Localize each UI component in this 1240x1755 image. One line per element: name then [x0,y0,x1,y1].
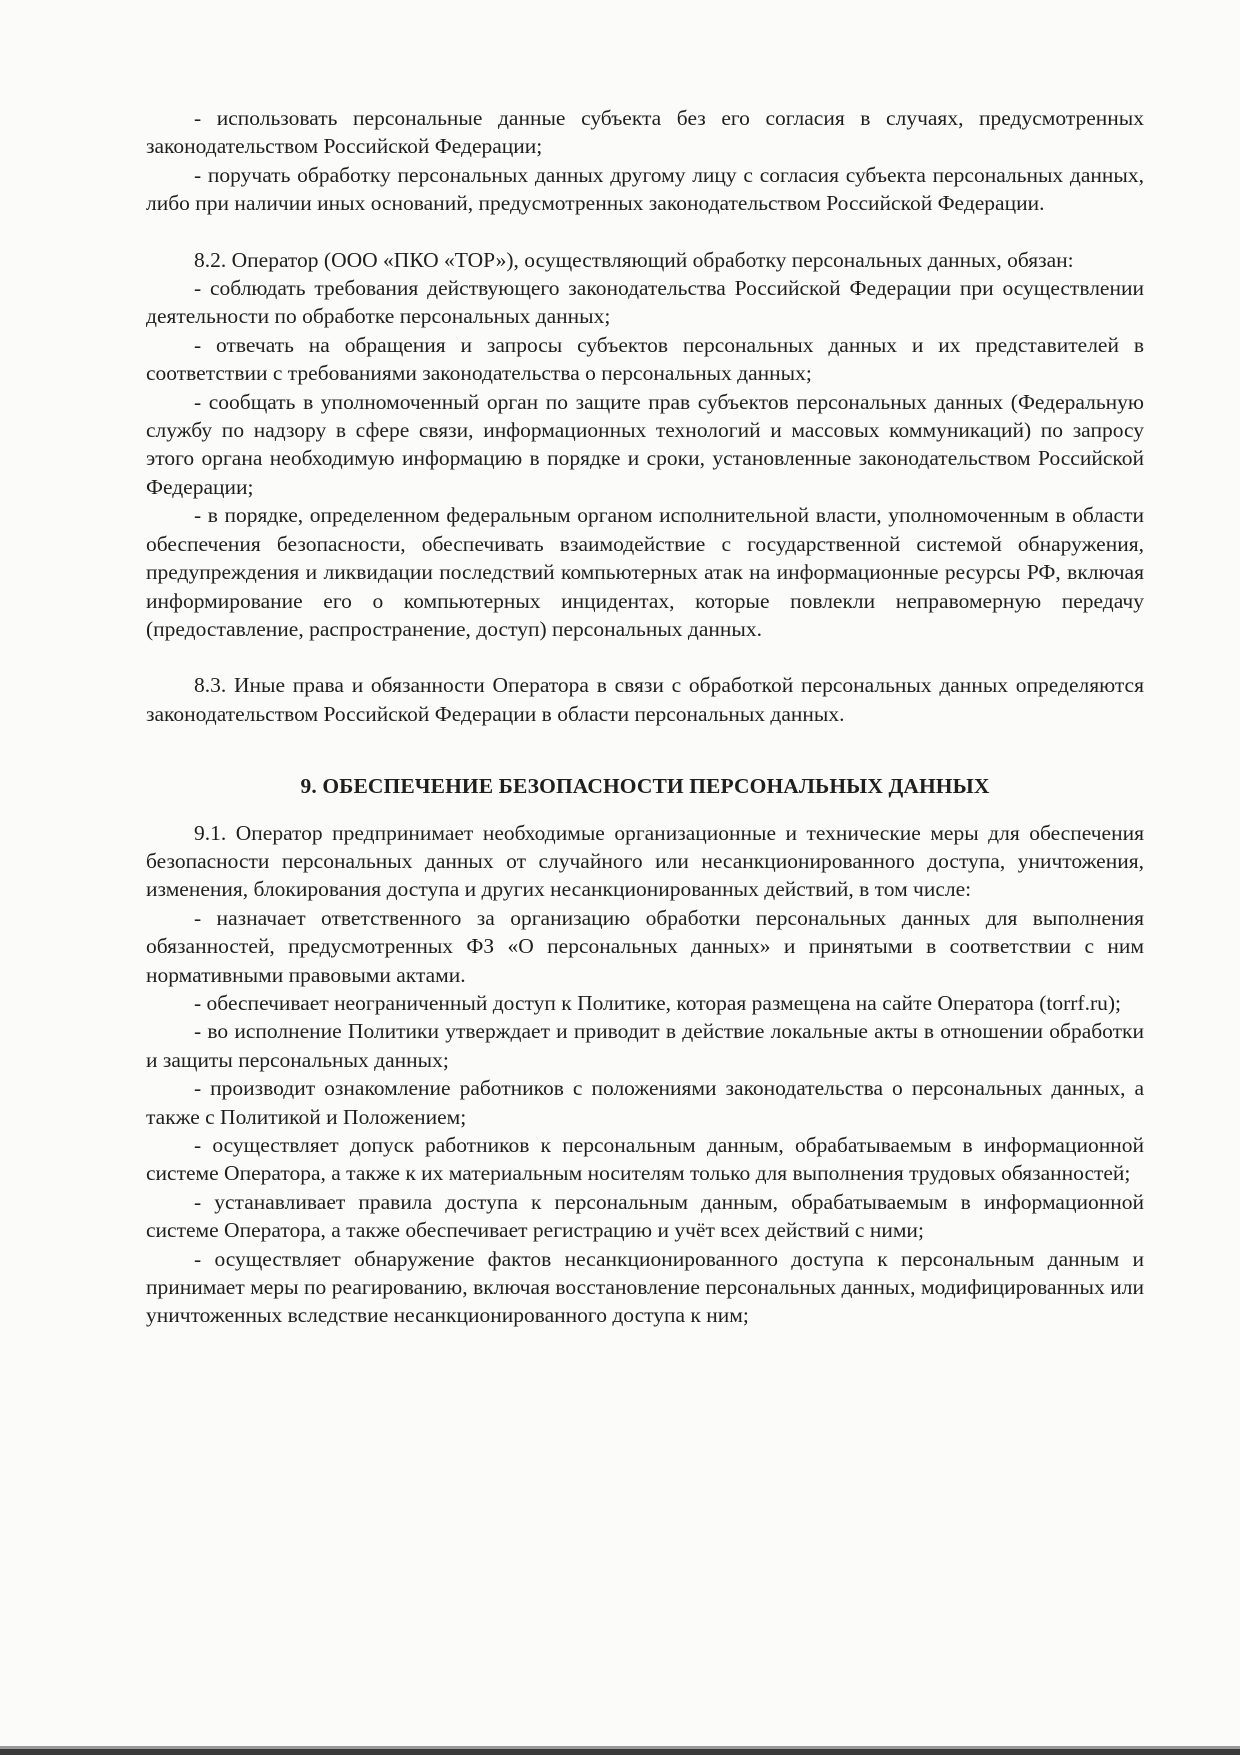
section-8-2-item: - сообщать в уполномоченный орган по защите прав субъектов персональных данных (Федеральную службу по надзору в сфере связи, информационных технологий и массовых коммуникаций) по запросу этого органа необходимую информацию в порядке и сроки, установленные законодательством Российской Федерации; [146,389,1144,499]
section-9-1-intro: 9.1. Оператор предпринимает необходимые организационные и технические меры для обеспечения безопасности персональных данных от случайного или несанкционированного доступа, уничтожения, изменения, блокирования доступа и других несанкционированных действий, в том числе: [146,820,1144,902]
section-9-heading: 9. ОБЕСПЕЧЕНИЕ БЕЗОПАСНОСТИ ПЕРСОНАЛЬНЫХ ДАННЫХ [300,774,990,799]
spacer [146,218,1144,246]
spacer [146,728,1144,772]
paragraph-delegate-processing: - поручать обработку персональных данных другому лицу с согласия субъекта персональных данных, либо при наличии иных оснований, предусмотренных законодательством Российской Федерации. [146,162,1144,216]
section-8-3: 8.3. Иные права и обязанности Оператора в связи с обработкой персональных данных определяются законодательством Российской Федерации в области персональных данных. [146,673,1144,726]
section-9-1-item: - осуществляет допуск работников к персональным данным, обрабатываемым в информационной системе Оператора, а также к их материальным носителям только для выполнения трудовых обязанностей; [146,1133,1144,1186]
scan-edge [0,1749,1240,1755]
section-8-2-item: - в порядке, определенном федеральным органом исполнительной власти, уполномоченным в области обеспечения безопасности, обеспечивать взаимодействие с государственной системой обнаружения, предупреждения и ликвидации последствий компьютерных атак на информационные ресурсы РФ, включая информирование его о компьютерных инцидентах, которые повлекли неправомерную передачу (предоставление, распространение, доступ) персональных данных. [146,503,1144,641]
section-8-2-item: - отвечать на обращения и запросы субъектов персональных данных и их представителей в соответствии с требованиями законодательства о персональных данных; [146,332,1144,386]
section-9-1-item: - во исполнение Политики утверждает и приводит в действие локальные акты в отношении обработки и защиты персональных данных; [146,1019,1144,1072]
section-9-1-item: - обеспечивает неограниченный доступ к Политике, которая размещена на сайте Оператора (torrf.ru); [194,990,1121,1015]
spacer [146,801,1144,819]
section-8-2-intro: 8.2. Оператор (ООО «ПКО «ТОР»), осуществляющий обработку персональных данных, обязан: [194,247,1074,272]
paragraph-use-without-consent: - использовать персональные данные субъекта без его согласия в случаях, предусмотренных законодательством Российской Федерации; [146,106,1144,159]
spacer [146,643,1144,671]
section-9-1-item: - осуществляет обнаружение фактов несанкционированного доступа к персональным данным и принимает меры по реагированию, включая восстановление персональных данных, модифицированных или уничтоженных вследствие несанкционированного доступа к ним; [146,1246,1144,1328]
section-9-1-item: - производит ознакомление работников с положениями законодательства о персональных данных, а также с Политикой и Положением; [146,1076,1144,1129]
section-9-1-item: - назначает ответственного за организацию обработки персональных данных для выполнения обязанностей, предусмотренных ФЗ «О персональных данных» и принятыми в соответствии с ним нормативными правовыми актами. [146,905,1144,987]
section-8-2-item: - соблюдать требования действующего законодательства Российской Федерации при осуществлении деятельности по обработке персональных данных; [146,276,1144,329]
document-body [146,104,1144,1330]
section-9-1-item: - устанавливает правила доступа к персональным данным, обрабатываемым в информационной системе Оператора, а также обеспечивает регистрацию и учёт всех действий с ними; [146,1189,1144,1243]
